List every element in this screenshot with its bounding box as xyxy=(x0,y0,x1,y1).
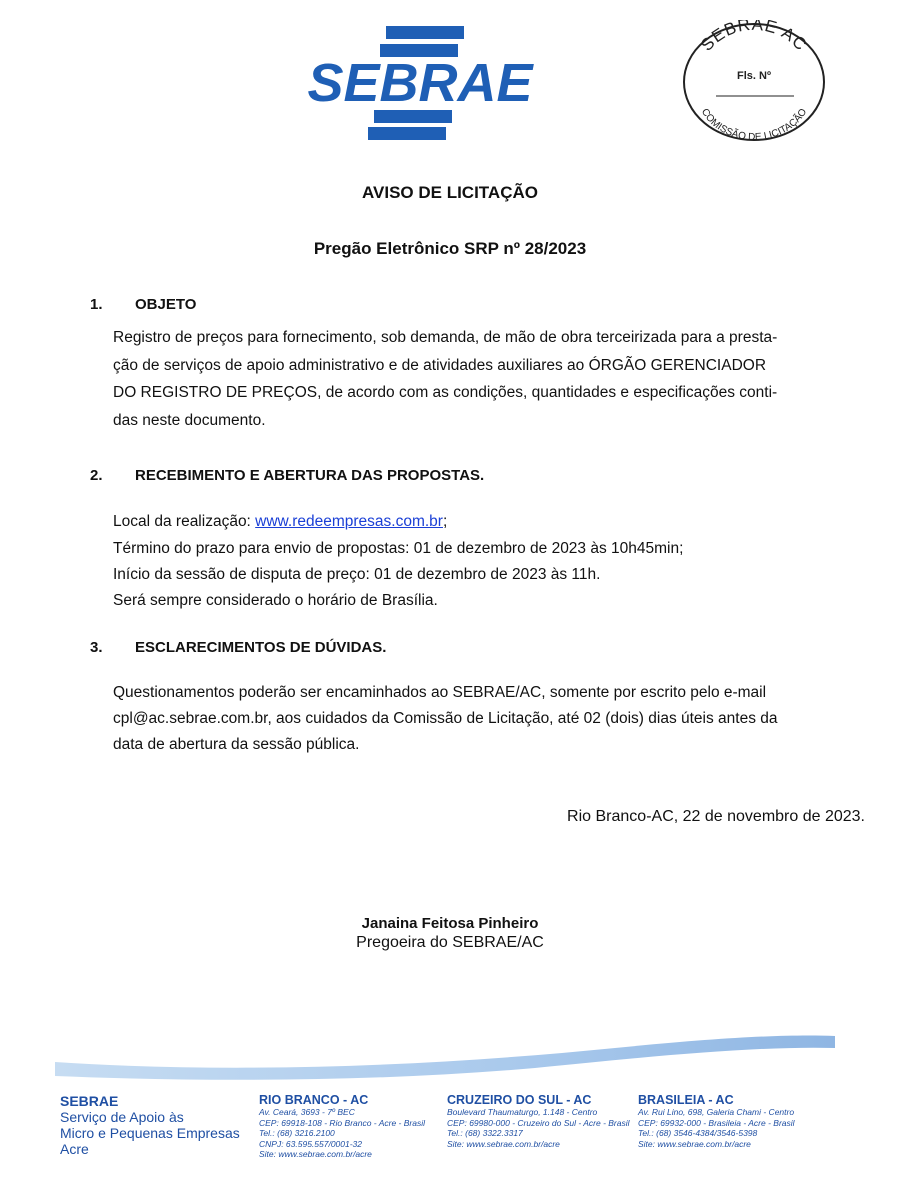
section-2-line: Será sempre considerado o horário de Brasília. xyxy=(113,592,438,609)
section-3-title: ESCLARECIMENTOS DE DÚVIDAS. xyxy=(135,639,387,656)
footer-office-cruzeiro-do-sul xyxy=(447,1093,630,1149)
section-3-line: cpl@ac.sebrae.com.br, aos cuidados da Comissão de Licitação, até 02 (dois) dias úteis antes da xyxy=(113,710,778,727)
location-line xyxy=(113,513,447,531)
office-line: Site: www.sebrae.com.br/acre xyxy=(447,1138,560,1149)
svg-text:COMISSÃO DE LICITAÇÃO xyxy=(699,107,810,143)
section-3-number: 3. xyxy=(90,639,103,656)
section-2-number: 2. xyxy=(90,467,103,484)
footer-brand-line: Acre xyxy=(60,1141,89,1157)
footer-brand xyxy=(60,1093,240,1157)
office-title: BRASILEIA - AC xyxy=(638,1093,734,1107)
commission-stamp xyxy=(680,20,828,144)
office-line: CEP: 69918-108 - Rio Branco - Acre - Brasil xyxy=(259,1117,425,1128)
logo-text: SEBRAE xyxy=(307,53,533,113)
footer-brand-line: Serviço de Apoio às xyxy=(60,1109,184,1125)
svg-text:SEBRAE AC xyxy=(697,20,811,55)
document-subtitle: Pregão Eletrônico SRP nº 28/2023 xyxy=(313,239,587,258)
footer-brand-line: Micro e Pequenas Empresas xyxy=(60,1125,240,1141)
section-2-line: Início da sessão de disputa de preço: 01 de dezembro de 2023 às 11h. xyxy=(113,566,601,583)
section-3-line: Questionamentos poderão ser encaminhados ao SEBRAE/AC, somente por escrito pelo e-mail xyxy=(113,684,767,701)
office-line: Tel.: (68) 3546-4384/3546-5398 xyxy=(638,1128,758,1138)
footer-office-rio-branco xyxy=(259,1093,425,1160)
stamp-middle-text: Fls. Nº xyxy=(737,70,771,82)
office-line: CEP: 69932-000 - Brasileia - Acre - Brasil xyxy=(638,1117,795,1128)
date-line: Rio Branco-AC, 22 de novembro de 2023. xyxy=(567,808,865,825)
footer-office-brasileia xyxy=(638,1093,795,1149)
office-line: Tel.: (68) 3322.3317 xyxy=(447,1128,523,1138)
office-line: CNPJ: 63.595.557/0001-32 xyxy=(259,1138,363,1149)
office-line: Tel.: (68) 3216.2100 xyxy=(259,1128,335,1138)
section-1-line: ção de serviços de apoio administrativo e de atividades auxiliares ao ÓRGÃO GERENCIADOR xyxy=(113,357,767,374)
office-line: Av. Ceará, 3693 - 7º BEC xyxy=(259,1107,355,1117)
sebrae-logo-graphic xyxy=(300,24,540,140)
footer-wave-decoration xyxy=(55,1022,835,1084)
office-line: CEP: 69980-000 - Cruzeiro do Sul - Acre - Brasil xyxy=(447,1117,630,1128)
stamp-top-text: SEBRAE AC xyxy=(697,20,811,55)
section-1-line: Registro de preços para fornecimento, sob demanda, de mão de obra terceirizada para a presta- xyxy=(113,329,778,346)
office-title: CRUZEIRO DO SUL - AC xyxy=(447,1093,592,1107)
office-line: Boulevard Thaumaturgo, 1.148 - Centro xyxy=(447,1107,598,1117)
section-1-number: 1. xyxy=(90,296,103,313)
section-1-line: das neste documento. xyxy=(113,412,266,429)
signatory-role: Pregoeira do SEBRAE/AC xyxy=(356,934,544,951)
stamp-bottom-text: COMISSÃO DE LICITAÇÃO xyxy=(698,106,810,144)
section-1-line: DO REGISTRO DE PREÇOS, de acordo com as condições, quantidades e especificações conti- xyxy=(113,384,778,401)
section-2-title: RECEBIMENTO E ABERTURA DAS PROPOSTAS. xyxy=(135,467,485,484)
document-title: AVISO DE LICITAÇÃO xyxy=(362,183,538,202)
redeempresas-link[interactable]: www.redeempresas.com.br xyxy=(255,513,443,530)
section-2-line: Término do prazo para envio de propostas: 01 de dezembro de 2023 às 10h45min; xyxy=(113,540,684,557)
sebrae-logo xyxy=(300,24,540,140)
footer-brand-name: SEBRAE xyxy=(60,1093,119,1109)
location-label: Local da realização: xyxy=(113,513,256,530)
section-1-title: OBJETO xyxy=(135,296,197,313)
office-title: RIO BRANCO - AC xyxy=(259,1093,369,1107)
office-line: Av. Rui Lino, 698, Galeria Chami - Centro xyxy=(638,1107,795,1117)
signatory-name: Janaina Feitosa Pinheiro xyxy=(361,915,539,932)
section-3-line: data de abertura da sessão pública. xyxy=(113,736,360,753)
location-suffix: ; xyxy=(442,513,448,530)
office-line: Site: www.sebrae.com.br/acre xyxy=(638,1138,751,1149)
office-line: Site: www.sebrae.com.br/acre xyxy=(259,1149,372,1159)
